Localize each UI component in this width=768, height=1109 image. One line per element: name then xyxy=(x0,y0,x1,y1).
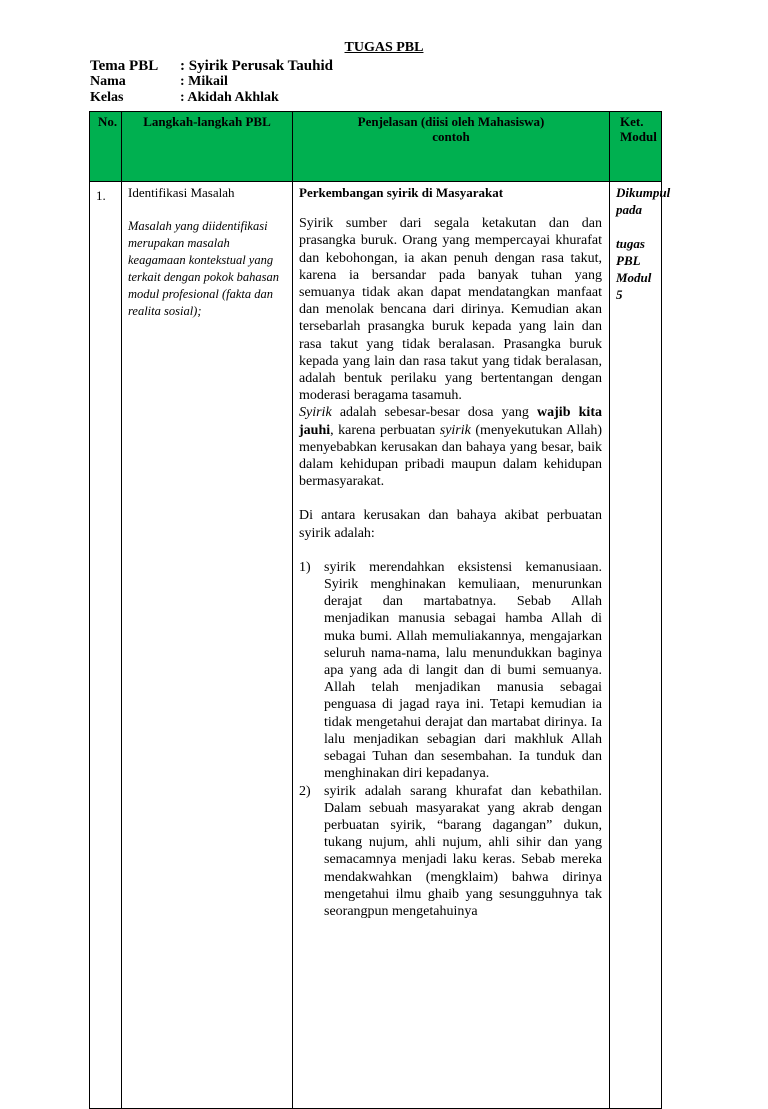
ket-cell xyxy=(610,182,671,1109)
term-syirik-2: syirik xyxy=(439,422,471,438)
meta-row-kelas xyxy=(90,90,333,106)
header-ket-line2: Modul xyxy=(620,129,657,144)
meta-value: : Syirik Perusak Tauhid xyxy=(180,58,333,74)
explanation-subtitle: Perkembangan syirik di Masyarakat xyxy=(299,185,504,200)
list-item: 1) syirik merendahkan eksistensi kemanusiaan. Syirik menghinakan kemuliaan, menurunkan derajat dan martabatnya. Sebab Allah menjadikan manusia sebagai hamba Allah di muka bumi. Allah memuliakannya, mengajarkan seluruh nama-nama, lalu menundukkan baginya apa yang ada di langit dan di bumi semuanya. Allah telah menjadikan manusia sebagai penguasa di jagad raya ini. Tetapi kemudian ia tidak mengetahui derajat dan martabat dirinya. Ia lalu menjadikan sebagian dari makhluk Allah sebagai Tuhan dan sesembahan. Ia tunduk dan menghinakan diri kepadanya. xyxy=(299,559,602,782)
meta-key: Nama xyxy=(90,74,126,89)
list-item: 2) syirik adalah sarang khurafat dan kebathilan. Dalam sebuah masyarakat yang akrab dengan perbuatan syirik, “barang dagangan” dukun, tukang nujum, ahli nujum, ahli sihir dan yang semacamnya menjadi laku keras. Sebab mereka mendakwahkan (mengklaim) bahwa dirinya mengetahui ilmu ghaib yang sesungguhnya tak seorangpun mengetahuinya xyxy=(299,783,602,919)
paragraph-1: Syirik sumber dari segala ketakutan dan dan prasangka buruk. Orang yang mempercayai khurafat dan kebohongan, ia akan penuh dengan rasa takut, karena ia bersandar pada banyak tuhan yang semuanya tidak akan dapat mendatangkan manfaat dan menolak bencana dari dirinya. Kemudian akan tersebarlah prasangka buruk kepada yang lain dan rasa takut yang tidak beralasan. Prasangka buruk kepada yang lain dan rasa takut yang tidak beralasan, adalah bentuk perilaku yang bertentangan dengan moderasi beragama tasamuh. xyxy=(299,216,602,404)
harm-list xyxy=(299,559,602,920)
step-description: Masalah yang diidentifikasi merupakan masalah keagamaan kontekstual yang terkait dengan pokok bahasan modul profesional (fakta dan realita sosial); xyxy=(128,219,280,318)
ket-note-2: tugas PBL Modul 5 xyxy=(616,236,652,302)
meta-key: Tema PBL xyxy=(90,58,159,74)
paragraph-2: Syirik adalah sebesar-besar dosa yang wajib kita jauhi, karena perbuatan syirik (menyekutukan Allah) menyebabkan kerusakan dan bahaya yang besar, baik dalam kehidupan pribadi maupun dalam kehidupan bermasyarakat. xyxy=(299,405,603,490)
steps-cell xyxy=(122,182,293,1109)
header-ket-line1: Ket. xyxy=(620,114,644,129)
paragraph-3: Di antara kerusakan dan bahaya akibat perbuatan syirik adalah: xyxy=(299,508,602,541)
term-syirik: Syirik xyxy=(299,405,332,421)
header-ket-modul xyxy=(610,112,662,182)
step-title: Identifikasi Masalah xyxy=(128,185,235,200)
row-number: 1. xyxy=(90,182,122,1109)
meta-key: Kelas xyxy=(90,90,124,105)
header-explanation-line1: Penjelasan (diisi oleh Mahasiswa) xyxy=(357,114,545,129)
pbl-table xyxy=(89,111,671,1109)
table-row xyxy=(90,182,662,1109)
explanation-cell xyxy=(293,182,610,1109)
meta-value: : Akidah Akhlak xyxy=(180,90,279,105)
header-explanation-line2: contoh xyxy=(432,129,470,144)
ket-note-1: Dikumpul pada xyxy=(616,185,671,217)
meta-row-tema xyxy=(90,58,333,74)
header-explanation xyxy=(293,112,610,182)
meta-value: : Mikail xyxy=(180,74,228,89)
emphasis-wajib: wajib kita jauhi xyxy=(299,405,602,438)
header-no: No. xyxy=(90,112,122,182)
meta-row-nama xyxy=(90,74,333,90)
header-steps: Langkah-langkah PBL xyxy=(122,112,293,182)
table-header-row xyxy=(90,112,662,182)
document-title: TUGAS PBL xyxy=(344,40,424,55)
meta-block xyxy=(90,58,333,106)
